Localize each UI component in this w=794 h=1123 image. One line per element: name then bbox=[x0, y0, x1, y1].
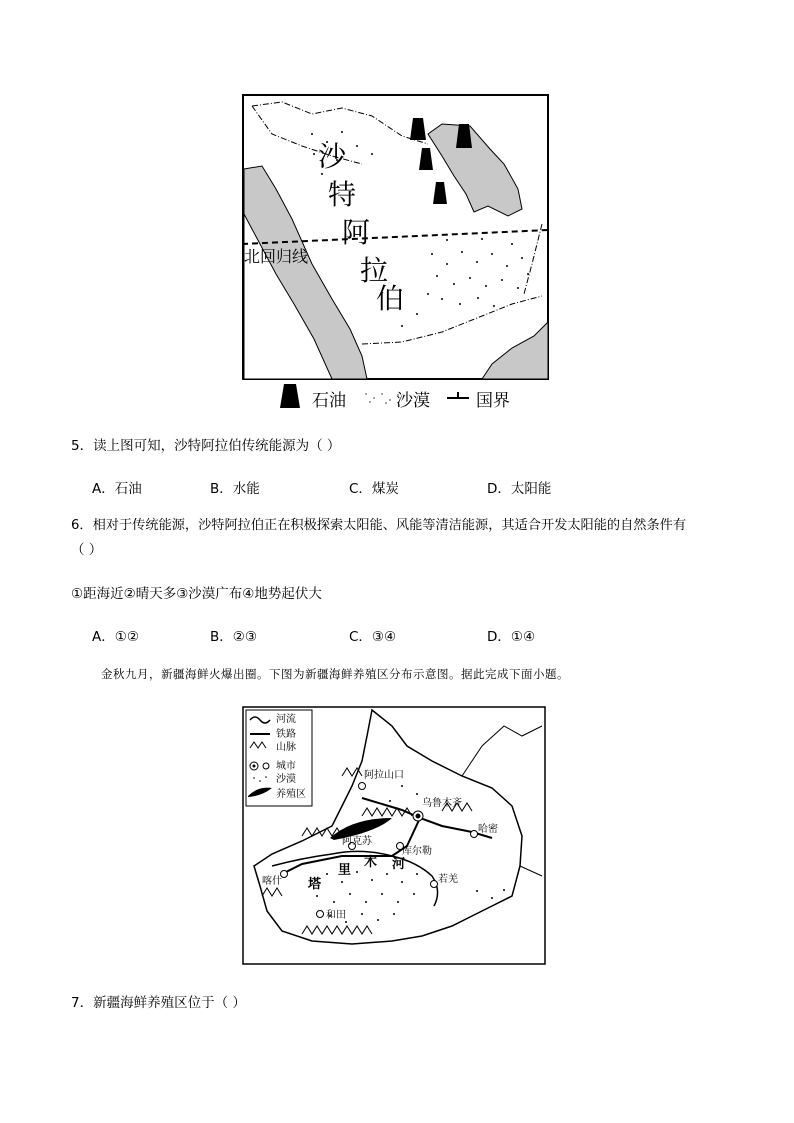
country-char-2: 特 bbox=[328, 178, 357, 211]
question-7-stem: 7．新疆海鲜养殖区位于（ ） bbox=[71, 995, 246, 1011]
country-char-4: 拉 bbox=[360, 254, 389, 287]
question-6-statements: ①距海近②晴天多③沙漠广布④地势起伏大 bbox=[71, 586, 322, 602]
question-5-stem: 5．读上图可知，沙特阿拉伯传统能源为（ ） bbox=[71, 438, 341, 454]
legend-railway: 铁路 bbox=[276, 729, 296, 740]
city-alashankou: 阿拉山口 bbox=[364, 770, 404, 781]
q5-option-a[interactable]: A．石油 bbox=[92, 481, 142, 497]
basin-char-1: 塔 bbox=[308, 877, 322, 892]
desert-legend-label: 沙漠 bbox=[396, 391, 430, 411]
xinjiang-map bbox=[242, 706, 546, 966]
q6-option-a[interactable]: A．①② bbox=[92, 629, 139, 645]
map2-legend bbox=[246, 710, 312, 806]
city-kashgar: 喀什 bbox=[262, 876, 282, 887]
tropic-label: 北回归线 bbox=[244, 247, 309, 266]
q5-option-b[interactable]: B．水能 bbox=[210, 481, 260, 497]
question-6-stem-line1: 6．相对于传统能源，沙特阿拉伯正在积极探索太阳能、风能等清洁能源，其适合开发太阳能的自然条件有 bbox=[71, 518, 687, 533]
basin-char-2: 里 bbox=[338, 863, 352, 878]
legend-city: 城市 bbox=[276, 761, 296, 772]
xinjiang-intro: 金秋九月，新疆海鲜火爆出圈。下图为新疆海鲜养殖区分布示意图。据此完成下面小题。 bbox=[101, 667, 569, 681]
city-aksu: 阿克苏 bbox=[342, 836, 372, 847]
q6-option-b[interactable]: B．②③ bbox=[210, 629, 257, 645]
q6-option-d[interactable]: D．①④ bbox=[487, 629, 536, 645]
legend-desert: 沙漠 bbox=[276, 774, 296, 785]
country-char-5: 伯 bbox=[376, 282, 405, 315]
city-korla: 库尔勒 bbox=[402, 846, 432, 857]
legend-aquaculture: 养殖区 bbox=[276, 789, 306, 800]
border-legend-label: 国界 bbox=[476, 391, 510, 411]
border-legend-icon bbox=[447, 392, 469, 402]
oil-legend-icon bbox=[280, 384, 300, 408]
country-char-1: 沙 bbox=[318, 140, 347, 173]
question-6-stem-line2: （ ） bbox=[71, 542, 103, 558]
city-hami: 哈密 bbox=[478, 824, 498, 835]
city-ruoqiang: 若羌 bbox=[438, 874, 458, 885]
legend-river: 河流 bbox=[276, 714, 296, 725]
legend-mountain: 山脉 bbox=[276, 742, 296, 753]
q5-option-c[interactable]: C．煤炭 bbox=[349, 481, 399, 497]
basin-char-3: 木 bbox=[364, 855, 378, 870]
city-urumqi: 乌鲁木齐 bbox=[422, 798, 462, 809]
oil-legend-label: 石油 bbox=[312, 391, 346, 411]
country-char-3: 阿 bbox=[342, 216, 371, 249]
q5-option-d[interactable]: D．太阳能 bbox=[487, 481, 552, 497]
saudi-arabia-map bbox=[242, 94, 550, 380]
q6-option-c[interactable]: C．③④ bbox=[349, 629, 397, 645]
basin-char-4: 河 bbox=[392, 857, 406, 872]
map1-legend bbox=[280, 384, 550, 410]
city-hotan: 和田 bbox=[326, 910, 346, 921]
